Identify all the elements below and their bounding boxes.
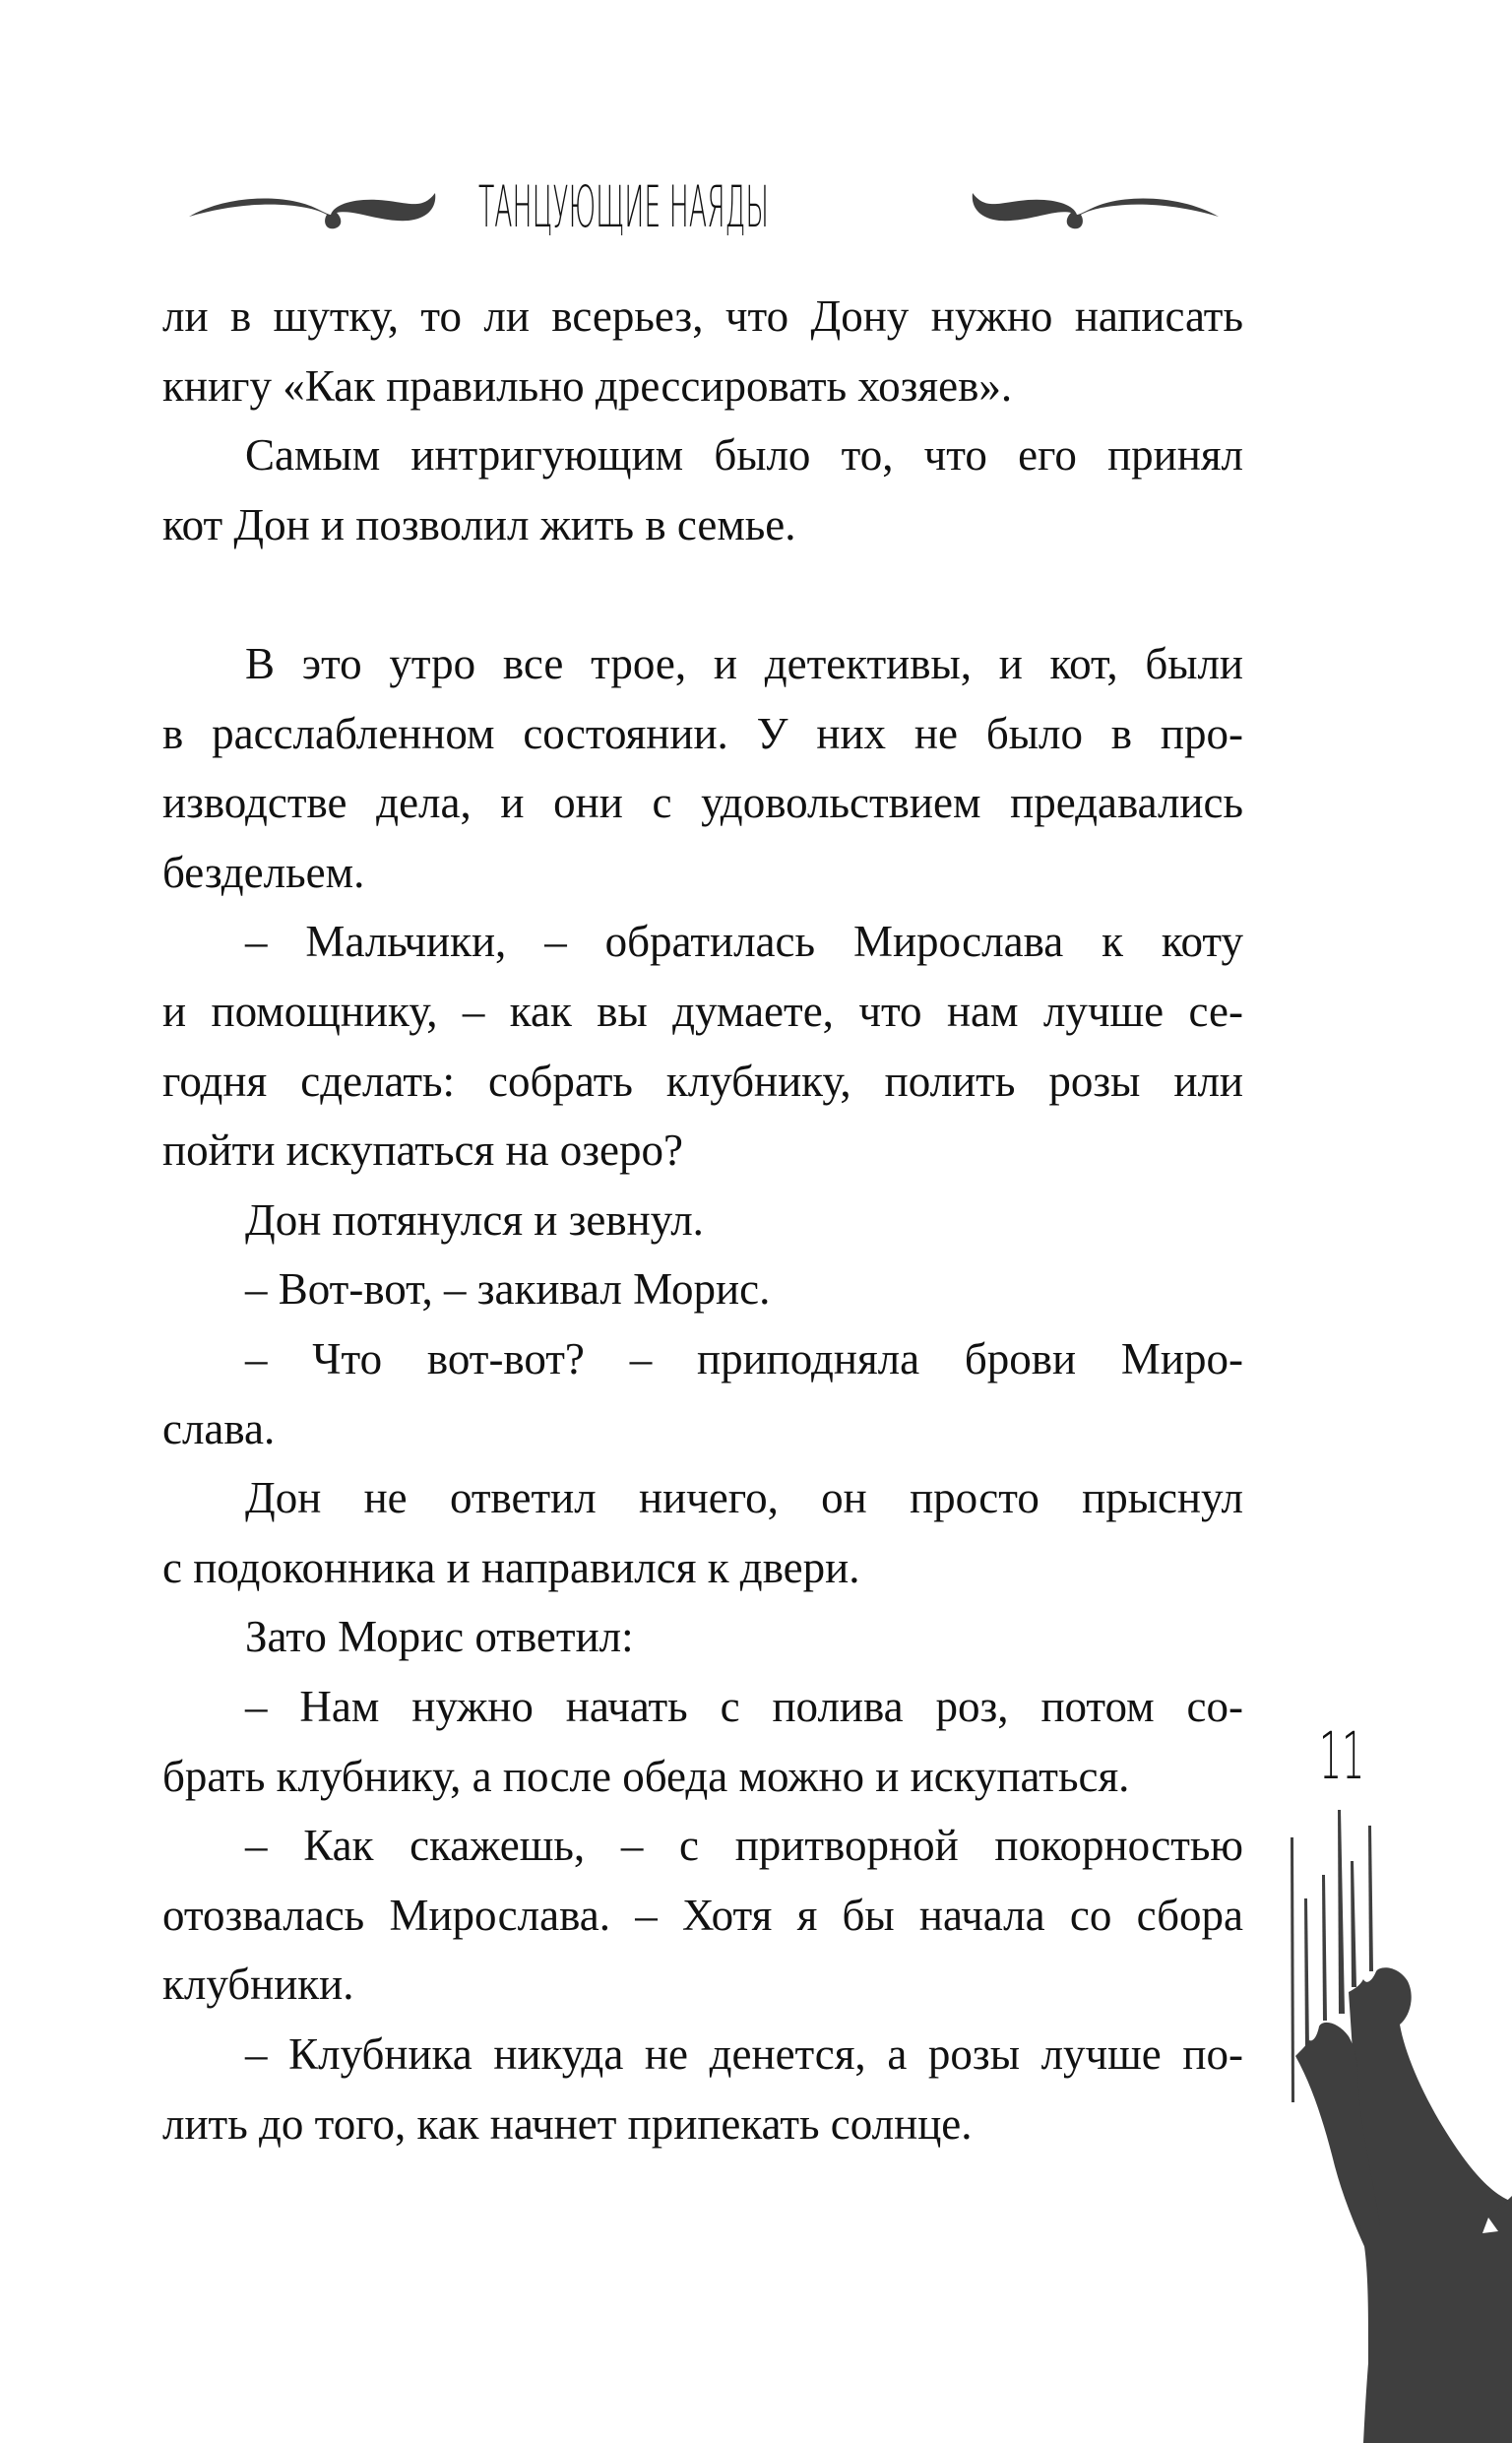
text-line: изводстве дела, и они с удовольствием предавались	[162, 778, 1243, 827]
text-line: в расслабленном состоянии. У них не было в про-	[162, 709, 1243, 758]
text-line: годня сделать: собрать клубнику, полить розы или	[162, 1057, 1243, 1106]
text-line: пойти искупаться на озеро?	[162, 1125, 683, 1175]
text-line: слава.	[162, 1404, 276, 1453]
page-number: 11	[1319, 1718, 1365, 1794]
text-line: с подоконника и направился к двери.	[162, 1543, 860, 1592]
text-line: – Как скажешь, – с притворной покорностью	[245, 1821, 1243, 1870]
text-line: кот Дон и позволил жить в семье.	[162, 500, 796, 549]
text-line: Зато Морис ответил:	[245, 1612, 634, 1661]
text-line: – Нам нужно начать с полива роз, потом со-	[245, 1682, 1243, 1731]
text-line: В это утро все трое, и детективы, и кот, были	[245, 639, 1243, 688]
text-line: – Что вот-вот? – приподняла брови Миро-	[245, 1334, 1243, 1383]
text-line: книгу «Как правильно дрессировать хозяев».	[162, 361, 1013, 411]
running-title: ТАНЦУЮЩИЕ НАЯДЫ	[478, 173, 769, 240]
text-line: отозвалась Мирослава. – Хотя я бы начала со сбора	[162, 1891, 1243, 1940]
text-line: брать клубнику, а после обеда можно и искупаться.	[162, 1752, 1130, 1801]
text-line: лить до того, как начнет припекать солнце.	[162, 2099, 973, 2149]
swash-ornament-left-icon	[187, 187, 439, 230]
text-line: Дон потянулся и зевнул.	[245, 1195, 704, 1245]
text-line: – Мальчики, – обратилась Мирослава к коту	[245, 917, 1243, 966]
text-line: ли в шутку, то ли всерьез, что Дону нужно написать	[162, 291, 1243, 341]
text-line: – Вот-вот, – закивал Морис.	[245, 1264, 771, 1314]
text-line: клубники.	[162, 1960, 354, 2009]
text-line: – Клубника никуда не денется, а розы лучше по-	[245, 2029, 1243, 2079]
swash-ornament-right-icon	[969, 187, 1221, 230]
blank-line	[162, 559, 1243, 628]
text-line: и помощнику, – как вы думаете, что нам лучше се-	[162, 987, 1243, 1036]
cat-paws-silhouette-icon	[1270, 1792, 1512, 2443]
text-line: Самым интригующим было то, что его принял	[245, 430, 1243, 480]
text-line: Дон не ответил ничего, он просто прыснул	[245, 1473, 1243, 1522]
text-line: бездельем.	[162, 848, 365, 897]
